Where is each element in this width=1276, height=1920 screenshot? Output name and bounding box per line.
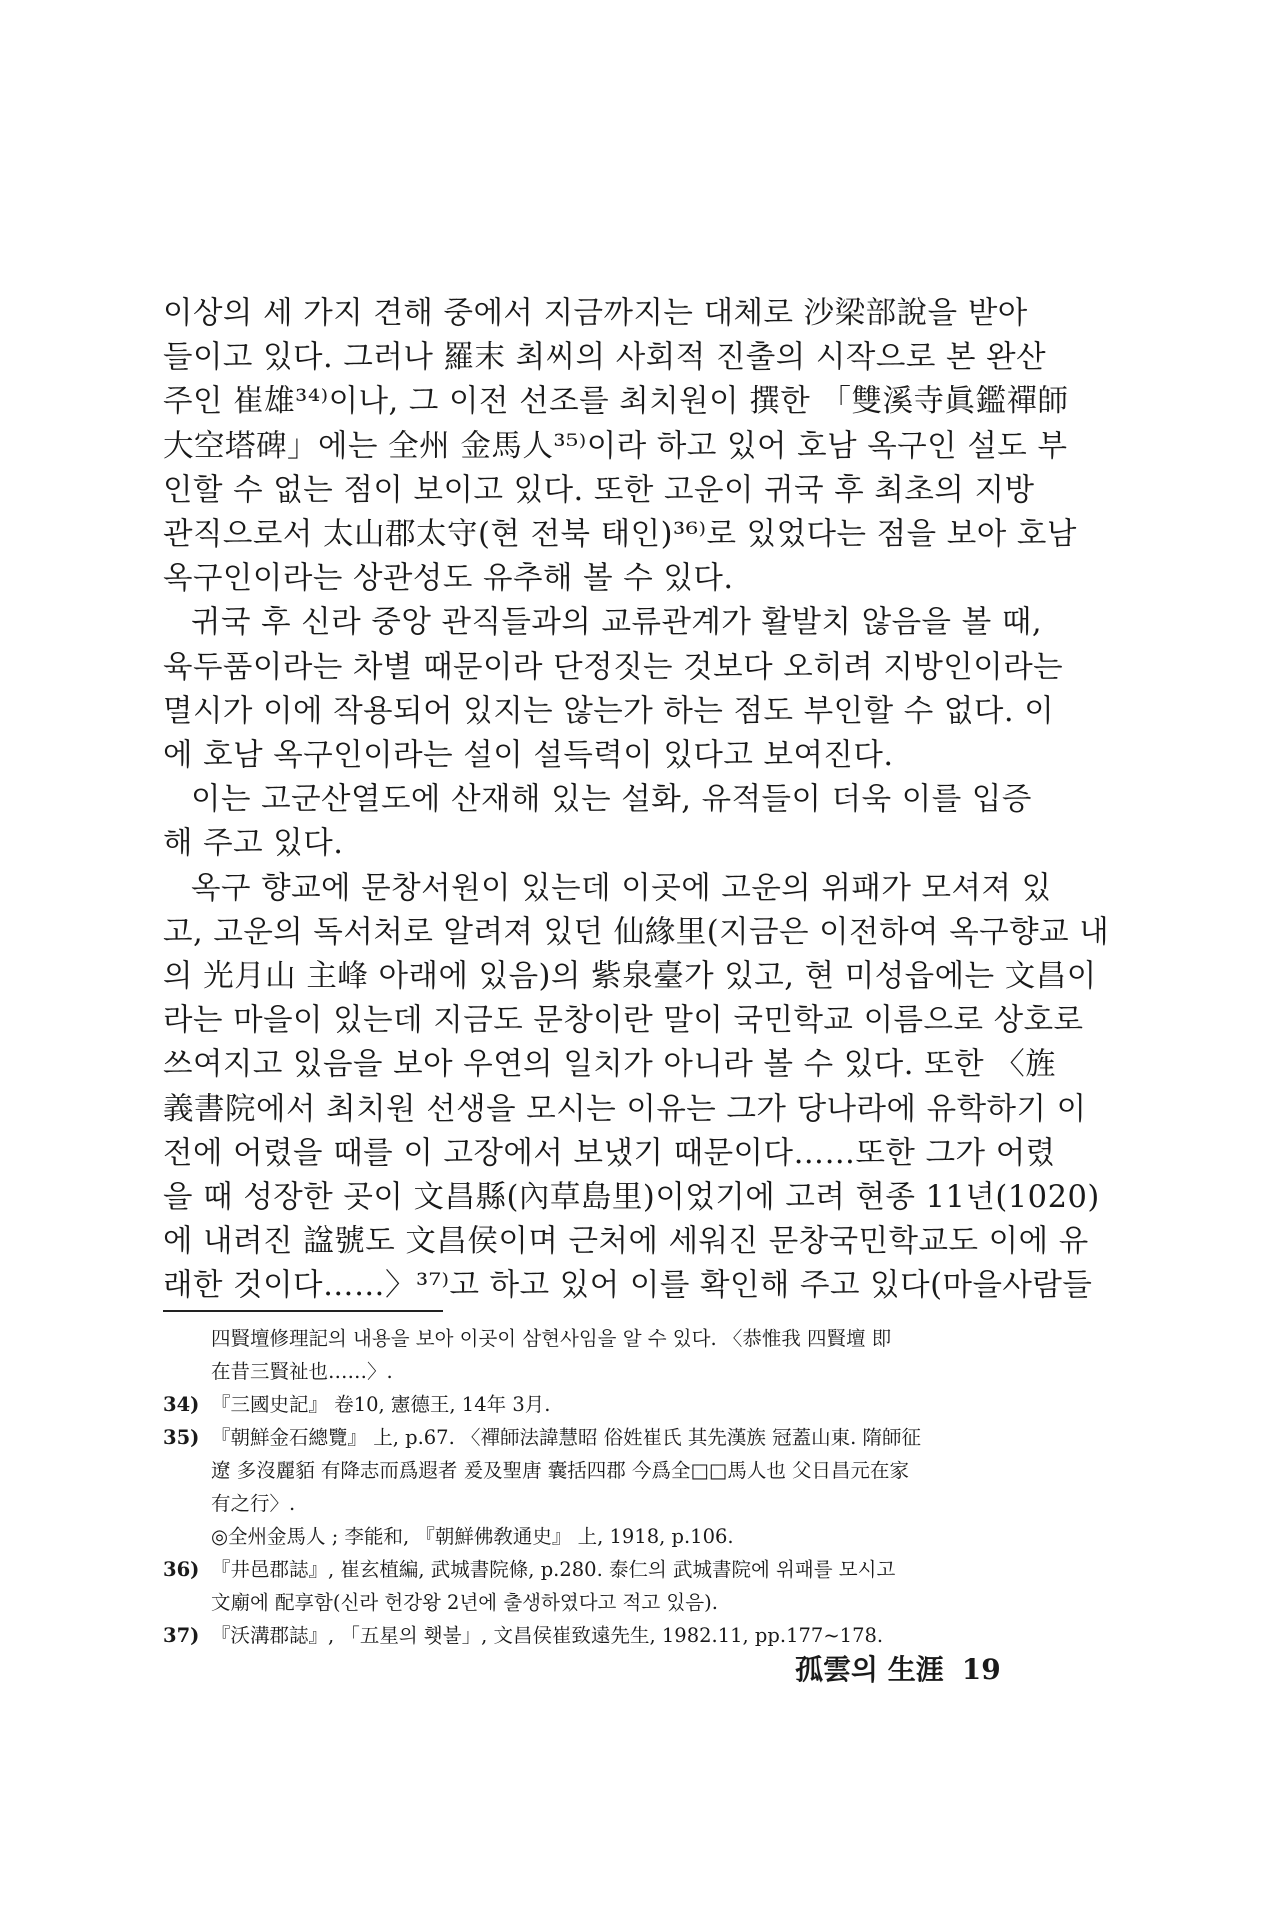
body-line: 이는 고군산열도에 산재해 있는 설화, 유적들이 더욱 이를 입증 [191,782,1032,818]
footnote-text: 『井邑郡誌』, 崔玄植編, 武城書院條, p.280. 泰仁의 武城書院에 위패를 모시고 [211,1558,896,1581]
body-line: 해 주고 있다. [163,826,344,862]
body-line: 멸시가 이에 작용되어 있지는 않는가 하는 점도 부인할 수 없다. 이 [163,693,1055,729]
footnote-number: 35) [163,1426,200,1449]
footnote-text: 『沃溝郡誌』, 「五星의 횃불」, 文昌侯崔致遠先生, 1982.11, pp.177~178. [211,1624,884,1647]
body-line: 에 내려진 諡號도 文昌侯이며 근처에 세워진 문창국민학교도 이에 유 [163,1224,1089,1260]
page-number: 19 [961,1653,1001,1686]
body-line: 라는 마을이 있는데 지금도 문창이란 말이 국민학교 이름으로 상호로 [163,1003,1084,1039]
footnote-text: 遼 多沒麗貊 有降志而爲遐者 爰及聖唐 囊括四郡 今爲全□□馬人也 父日昌元在家 [211,1459,910,1482]
body-line: 을 때 성장한 곳이 文昌縣(內草島里)이었기에 고려 현종 11년(1020) [163,1180,1100,1216]
footnote-text: 『朝鮮金石總覽』 上, p.67. 〈禪師法諱慧昭 俗姓崔氏 其先漢族 冠蓋山東. 隋師征 [211,1426,921,1449]
body-line: 大空塔碑」에는 全州 金馬人³⁵⁾이라 하고 있어 호남 옥구인 설도 부 [163,428,1068,464]
body-line: 옥구 향교에 문창서원이 있는데 이곳에 고운의 위패가 모셔져 있 [191,870,1052,906]
footnote-text: 文廟에 配享함(신라 헌강왕 2년에 출생하였다고 적고 있음). [211,1591,718,1614]
running-title: 孤雲의 生涯 [795,1653,944,1686]
footnote-35 [163,1421,1061,1454]
footnote-continued-line: 四賢壇修理記의 내용을 보아 이곳이 삼현사임을 알 수 있다. 〈恭惟我 四賢壇 即 [211,1327,892,1350]
body-line: 인할 수 없는 점이 보이고 있다. 또한 고운이 귀국 후 최초의 지방 [163,472,1035,508]
body-line: 고, 고운의 독서처로 알려져 있던 仙緣里(지금은 이전하여 옥구향교 내 [163,914,1110,950]
footnote-text: ◎全州金馬人 ; 李能和, 『朝鮮佛敎通史』 上, 1918, p.106. [211,1525,734,1548]
body-line: 관직으로서 太山郡太守(현 전북 태인)³⁶⁾로 있었다는 점을 보아 호남 [163,517,1077,553]
body-line: 들이고 있다. 그러나 羅末 최씨의 사회적 진출의 시작으로 본 완산 [163,340,1047,376]
body-text [163,292,1110,1309]
body-line: 귀국 후 신라 중앙 관직들과의 교류관계가 활발치 않음을 볼 때, [191,605,1043,641]
footnote-text: 有之行〉. [211,1492,296,1515]
footnote-divider [163,1310,443,1312]
body-line: 주인 崔雄³⁴⁾이나, 그 이전 선조를 최치원이 撰한 「雙溪寺眞鑑禪師 [163,384,1069,420]
body-line: 義書院에서 최치원 선생을 모시는 이유는 그가 당나라에 유학하기 이 [163,1091,1087,1127]
body-line: 쓰여지고 있음을 보아 우연의 일치가 아니라 볼 수 있다. 또한 〈旌 [163,1047,1057,1083]
footnote-number: 34) [163,1393,200,1416]
footnote-continued-line: 在昔三賢祉也……〉. [211,1360,393,1383]
body-line: 의 光月山 主峰 아래에 있음)의 紫泉臺가 있고, 현 미성읍에는 文昌이 [163,959,1097,995]
body-line: 육두품이라는 차별 때문이라 단정짓는 것보다 오히려 지방인이라는 [163,649,1064,685]
body-line: 옥구인이라는 상관성도 유추해 볼 수 있다. [163,561,734,597]
body-line: 에 호남 옥구인이라는 설이 설득력이 있다고 보여진다. [163,738,894,774]
footnote-text: 『三國史記』 卷10, 憲德王, 14年 3月. [211,1393,551,1416]
footnote-36 [163,1553,1061,1586]
footnote-number: 37) [163,1624,200,1647]
body-line: 래한 것이다……〉³⁷⁾고 하고 있어 이를 확인해 주고 있다(마을사람들 [163,1268,1093,1304]
page-footer [795,1648,1061,1688]
footnotes [163,1322,1061,1652]
body-line: 전에 어렸을 때를 이 고장에서 보냈기 때문이다……또한 그가 어렸 [163,1135,1056,1171]
body-line: 이상의 세 가지 견해 중에서 지금까지는 대체로 沙梁部說을 받아 [163,296,1028,331]
footnote-number: 36) [163,1558,200,1581]
footnote-34 [163,1388,1061,1421]
